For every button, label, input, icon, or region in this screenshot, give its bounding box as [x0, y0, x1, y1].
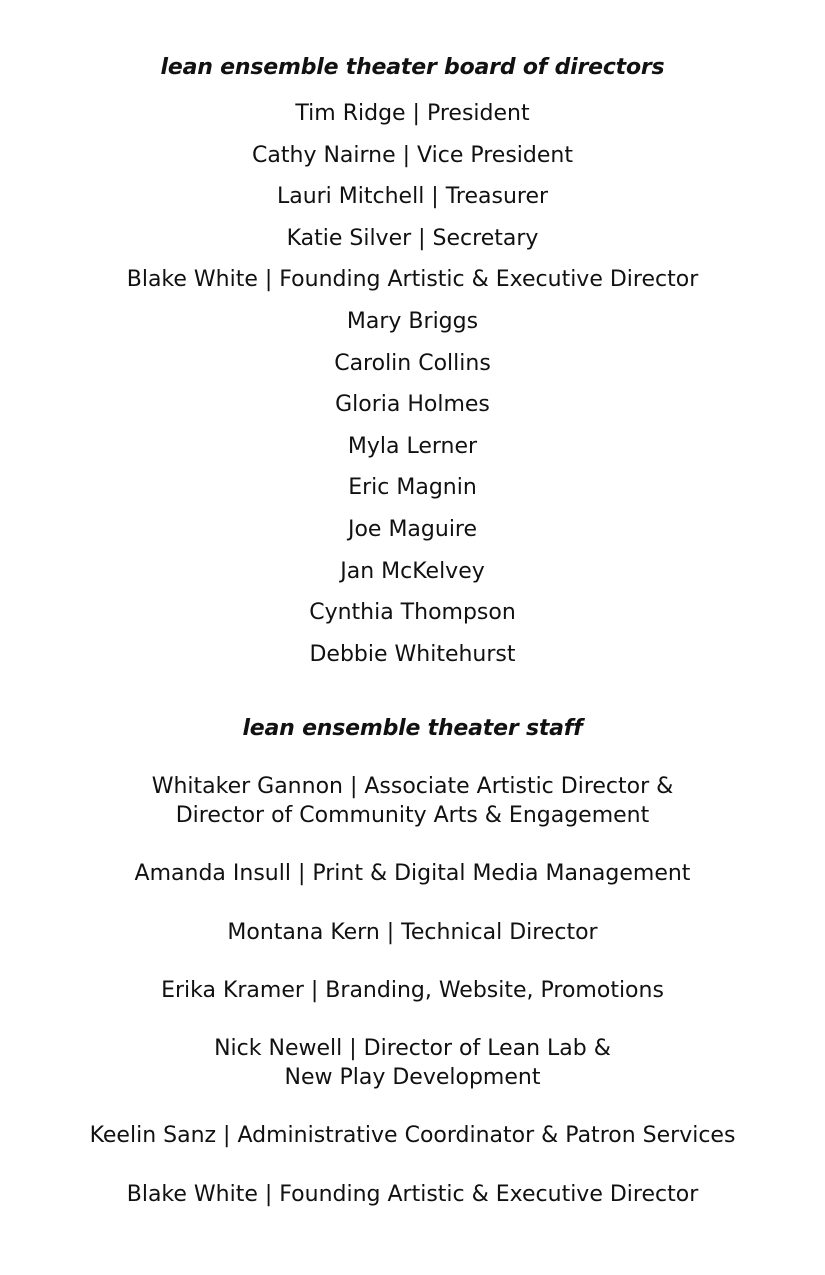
board-member: Jan McKelvey	[340, 558, 485, 584]
staff-heading: lean ensemble theater staff	[242, 716, 583, 741]
board-heading: lean ensemble theater board of directors	[160, 55, 665, 80]
board-member: Cynthia Thompson	[309, 600, 516, 626]
board-member: Tim Ridge | President	[295, 101, 530, 126]
board-member: Eric Magnin	[348, 475, 477, 501]
staff-list	[0, 772, 825, 1238]
board-member: Joe Maguire	[347, 516, 478, 542]
staff-member: Blake White | Founding Artistic & Executive Director	[126, 1181, 699, 1207]
staff-member: Montana Kern | Technical Director	[227, 919, 598, 945]
board-member: Mary Briggs	[346, 308, 479, 334]
staff-member: Keelin Sanz | Administrative Coordinator & Patron Services	[89, 1123, 736, 1149]
staff-member: Nick Newell | Director of Lean Lab & New Play Development	[214, 1036, 611, 1091]
board-member: Lauri Mitchell | Treasurer	[276, 184, 549, 210]
board-member: Gloria Holmes	[335, 392, 490, 418]
board-member: Cathy Nairne | Vice President	[252, 142, 573, 168]
board-member: Myla Lerner	[347, 433, 478, 459]
board-member: Debbie Whitehurst	[309, 641, 516, 667]
board-member: Carolin Collins	[334, 350, 491, 376]
staff-member: Amanda Insull | Print & Digital Media Management	[134, 861, 691, 887]
board-member: Blake White | Founding Artistic & Executive Director	[126, 267, 699, 293]
staff-member: Whitaker Gannon | Associate Artistic Director & Director of Community Arts & Engagement	[151, 774, 674, 828]
board-list	[0, 93, 825, 675]
board-member: Katie Silver | Secretary	[286, 225, 539, 251]
staff-member: Erika Kramer | Branding, Website, Promotions	[161, 977, 664, 1003]
